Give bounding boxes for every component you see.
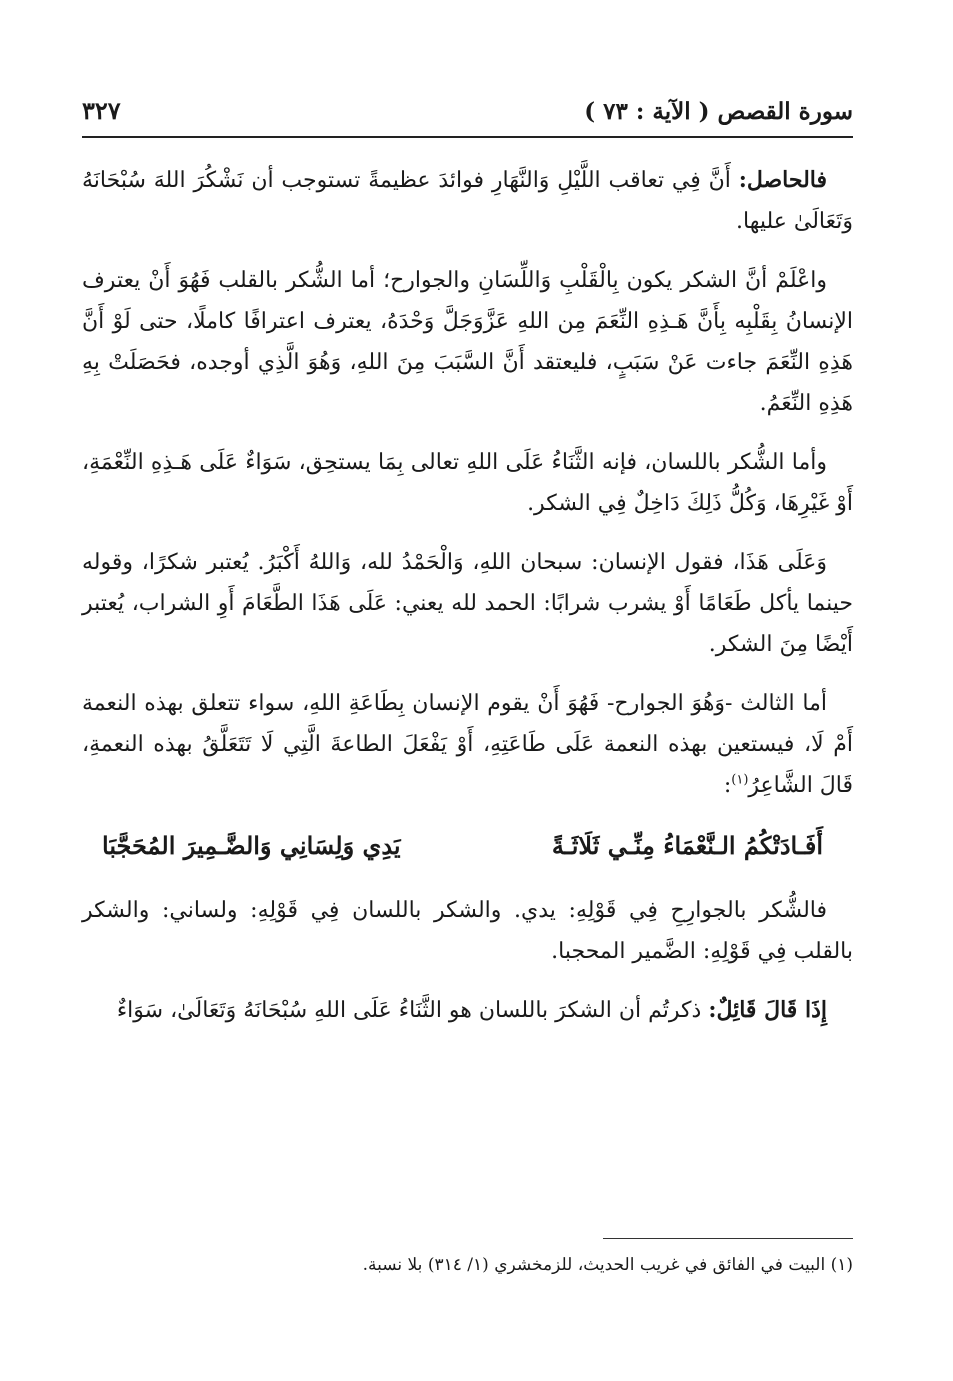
paragraph-lead: إِذَا قَالَ قَائِلٌ: [708, 997, 827, 1023]
page-header [82, 94, 853, 130]
footnote-divider [603, 1238, 853, 1239]
poetry-verse [82, 824, 853, 868]
paragraph-tongue-gratitude [82, 442, 853, 524]
paragraph-objection [82, 990, 853, 1031]
paragraph-lead: فالحاصل: [738, 167, 827, 193]
paragraph-limbs-gratitude [82, 683, 853, 806]
surah-title: سورة القصص ( الآية : ٧٣ ) [584, 98, 853, 125]
paragraph-examples [82, 542, 853, 665]
paragraph-conclusion [82, 160, 853, 242]
page-number: ٣٢٧ [82, 96, 121, 125]
verse-left-hemistich: يَدِي وَلِسَانِي وَالضَّـمِيرَ المُحَجَّبَا [102, 831, 401, 860]
main-text [82, 160, 853, 1049]
header-divider [82, 136, 853, 138]
paragraph-text: فالشُّكر بالجوارِحِ فِي قَوْلِهِ: يدي. والشكر باللسان فِي قَوْلِهِ: ولساني: والشكر بالقلب فِي قَوْلِهِ: الضَّمير المحجبا. [82, 898, 853, 964]
paragraph-text: وأما الشُّكر باللسان، فإنه الثَّنَاءُ عَلَى اللهِ تعالى بِمَا يستحِق، سَوَاءٌ عَلَى هَـذِهِ النِّعْمَةِ، أَوْ غَيْرِهَا، وَكُلُّ ذَلِكَ دَاخِلٌ فِي الشكر. [82, 450, 853, 516]
paragraph-tail: : [723, 773, 732, 798]
paragraph-verse-explanation [82, 890, 853, 972]
paragraph-text: واعْلَمْ أنَّ الشكر يكون بِالْقَلْبِ وَاللِّسَانِ والجوارح؛ أما الشُّكر بالقلب فَهُوَ أَنْ يعترف الإنسانُ بِقَلْبِه بِأَنَّ هَـذِهِ النِّعَمَ مِن اللهِ عَزَّوَجَلَّ وَحْدَهُ، يعترف اعترافًا كاملًا، حتى لَوْ أَنَّ هَذِهِ النِّعَمَ جاءت عَنْ سَبَبٍ، فليعتقد أَنَّ السَّبَبَ مِنَ اللهِ، وَهُوَ الَّذِي أوجده، فحَصَلَتْ بِهِ هَذِهِ النِّعَمُ. [82, 268, 853, 416]
footnote-marker[interactable]: (١) [731, 772, 749, 788]
paragraph-heart-gratitude [82, 260, 853, 424]
footnote: (١) البيت في الفائق في غريب الحديث، للزمخشري (١/ ٣١٤) بلا نسبة. [362, 1255, 853, 1275]
paragraph-text: ذكرتُم أن الشكرَ باللسان هو الثَّنَاءُ عَلَى اللهِ سُبْحَانَهُ وَتَعَالَىٰ، سَوَاءٌ [116, 998, 709, 1023]
paragraph-text: وَعَلَى هَذَا، فقول الإنسان: سبحان اللهِ، وَالْحَمْدُ لله، وَاللهُ أَكْبَرُ. يُعتبر شكرًا، وقوله حينما يأكل طَعَامًا أَوْ يشرب شرابًا: الحمد لله يعني: عَلَى هَذَا الطَّعَامَ أَوِ الشراب، يُعتبر أَيْضًا مِنَ الشكر. [82, 550, 853, 657]
paragraph-text: أَنَّ فِي تعاقب اللَّيْلِ وَالنَّهَارِ فوائدَ عظيمةً تستوجب أن نَشْكُرَ اللهَ سُبْحَانَهُ وَتَعَالَىٰ عليها. [82, 168, 853, 234]
paragraph-text: أما الثالث -وَهُوَ الجوارح- فَهُوَ أَنْ يقوم الإنسان بِطَاعَةِ اللهِ، سواء تتعلق بهذه النعمة أَمْ لَا، فيستعين بهذه النعمة عَلَى طَاعَتِهِ، أَوْ يَفْعَلَ الطاعةَ الَّتِي لَا تَتَعَلَّقُ بهذه النعمةِ، قَالَ الشَّاعِرُ [82, 691, 853, 798]
verse-right-hemistich: أَفَـادَتْكُمُ الـنَّعْمَاءُ مِنِّـي ثَلَاثَـةً [551, 831, 823, 860]
